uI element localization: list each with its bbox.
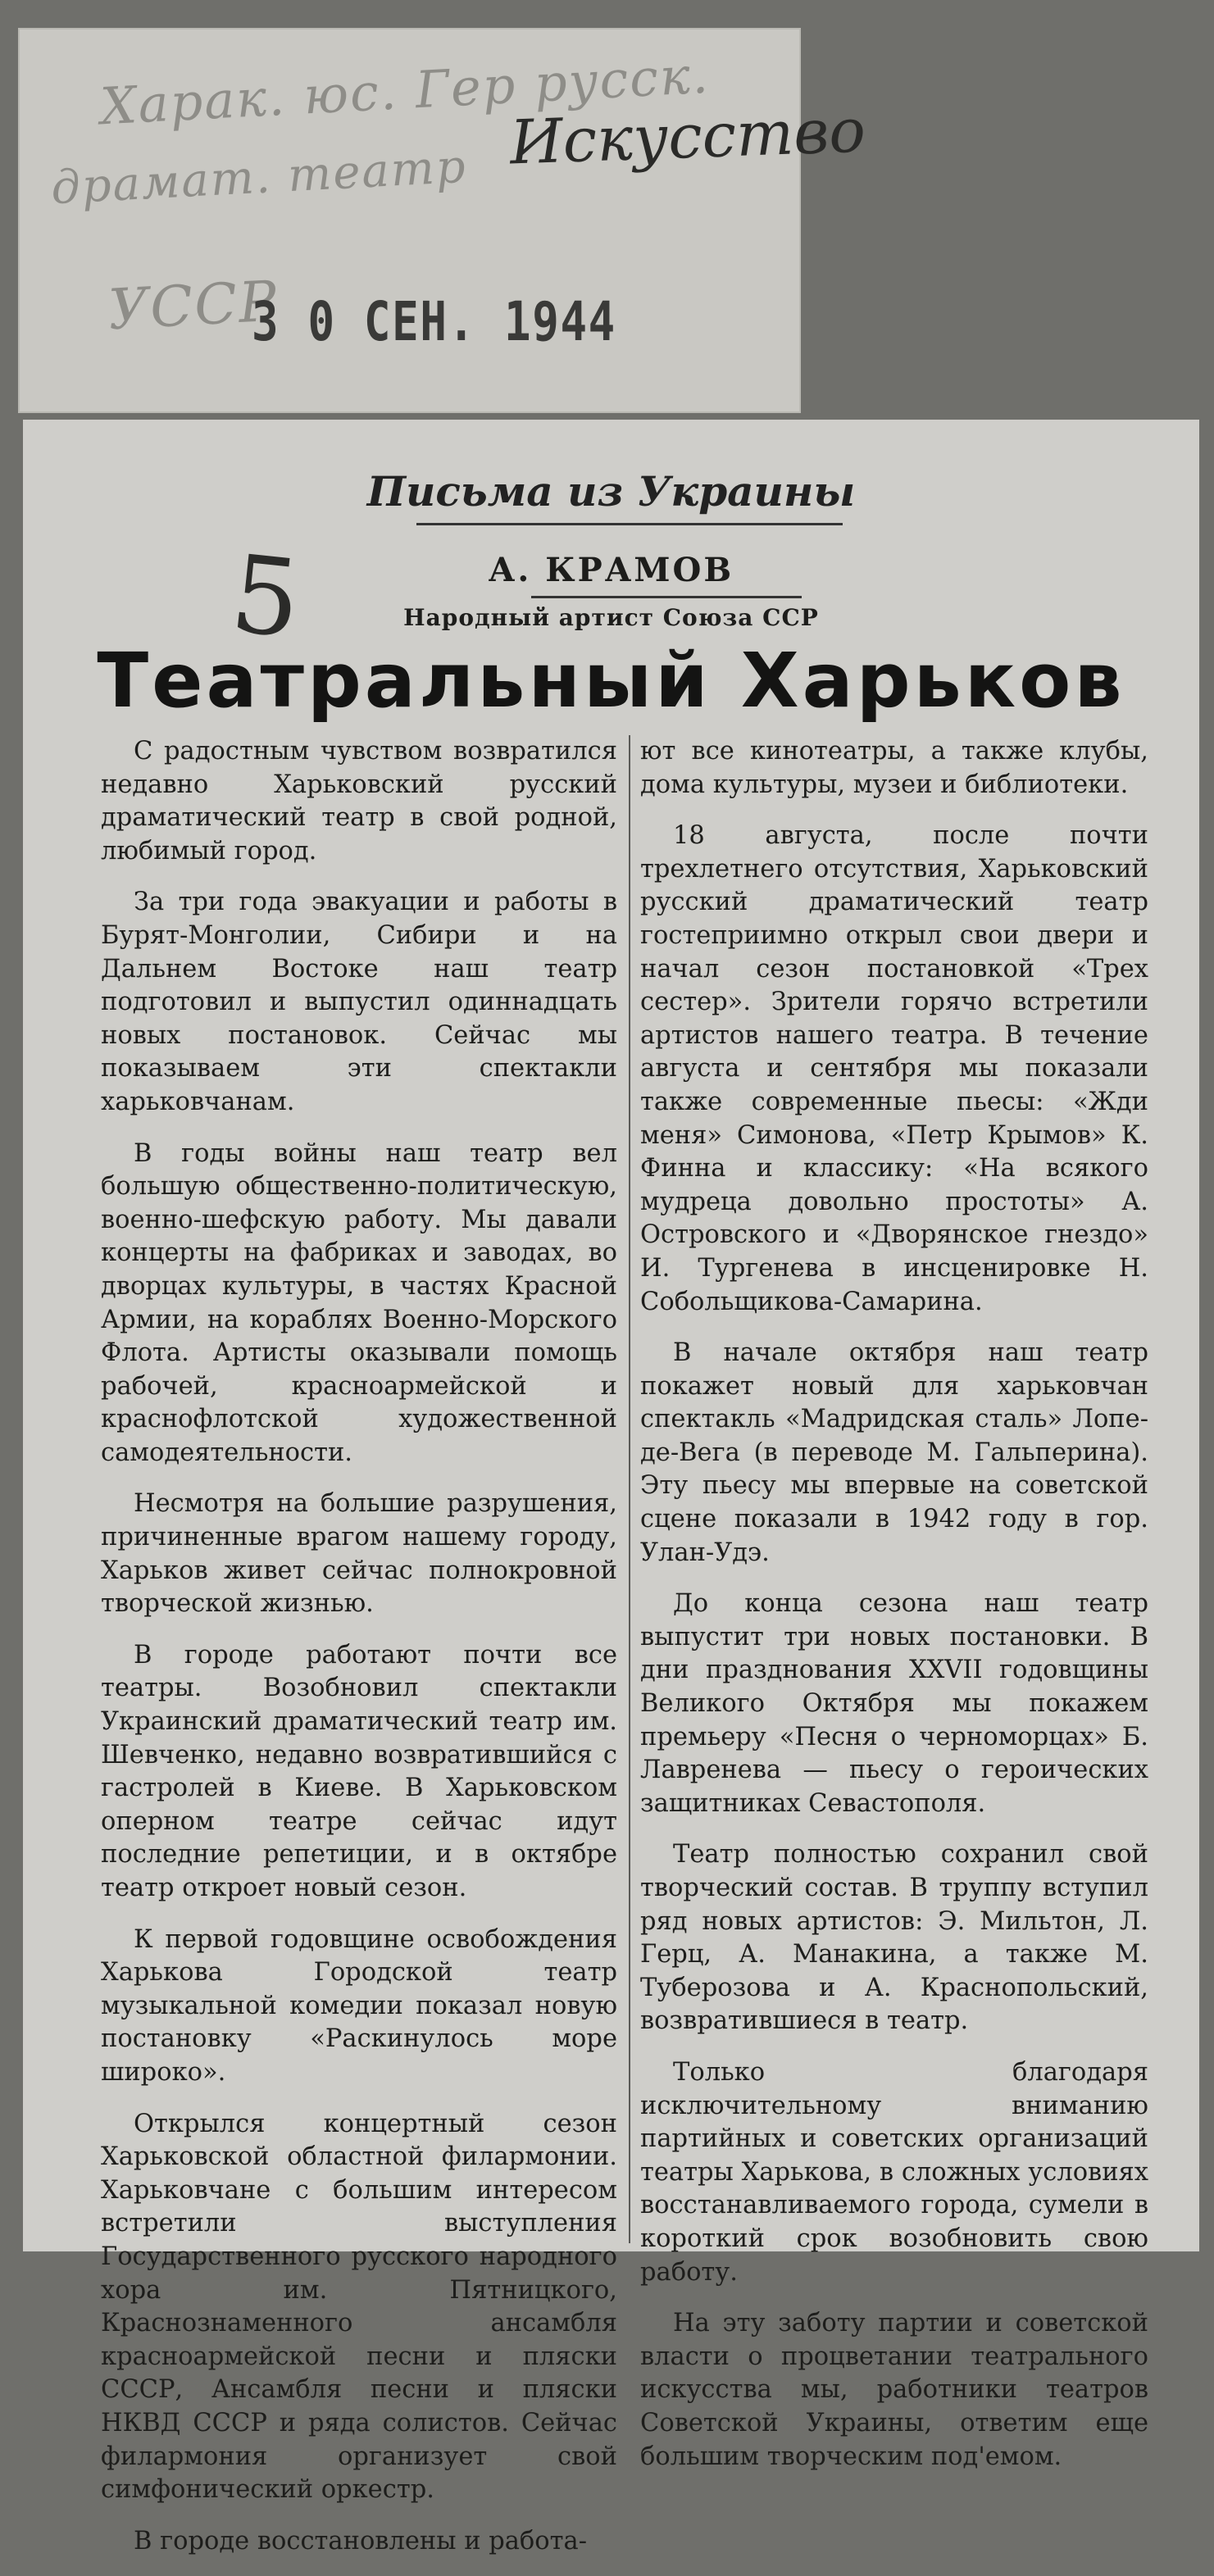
faded-handwriting-line-1: Харак. юс. Гер русск.	[98, 44, 712, 137]
paragraph: Открылся концертный сезон Харьковской областной филармонии. Харьковчане с большим интересом встретили выступления Государственного русского народного хора им. Пятницкого, Краснознаменного ансамбля красноармейской песни и пляски СССР, Ансамбля песни и пляски НКВД СССР и ряда солистов. Сейчас филармония организует свой симфонический оркестр.	[101, 2109, 617, 2505]
left-column	[101, 735, 617, 2576]
author-title: Народный артист Союза ССР	[403, 604, 819, 631]
author-name: А. КРАМОВ	[488, 551, 734, 589]
paragraph: В городе восстановлены и работа-	[134, 2526, 588, 2556]
paragraph: С радостным чувством возвратился недавно Харьковский русский драматический театр в свой родной, любимый город.	[101, 737, 617, 865]
rubric-underline	[416, 523, 843, 525]
author-underline	[531, 596, 802, 598]
category-handwriting: Искусство	[508, 95, 867, 179]
right-column	[640, 735, 1148, 2492]
paragraph: 18 августа, после почти трехлетнего отсутствия, Харьковский русский драматический театр гостеприимно открыл свои двери и начал сезон постановкой «Трех сестер». Зрители горячо встретили артистов нашего театра. В течение августа и сентября мы показали также современные пьесы: «Жди меня» Симонова, «Петр Крымов» К. Финна и классику: «На всякого мудреца довольно простоты» А. Островского и «Дворянское гнездо» И. Тургенева в инсценировке Н. Собольщикова-Самарина.	[640, 821, 1148, 1316]
rubric-title: Письма из Украины	[366, 467, 856, 516]
newspaper-clipping	[23, 420, 1199, 2556]
paragraph: Театр полностью сохранил свой творческий состав. В труппу вступил ряд новых артистов: Э. Мильтон, Л. Герц, А. Манакина, а также М. Туберозова и А. Краснопольский, возвратившиеся в театр.	[640, 1840, 1148, 2036]
paragraph: Несмотря на большие разрушения, причиненные врагом нашему городу, Харьков живет сейчас полнокровной творческой жизнью.	[101, 1489, 617, 1619]
paragraph: В годы войны наш театр вел большую общественно-политическую, военно-шефскую работу. Мы давали концерты на фабриках и заводах, во дворцах культуры, в частях Красной Армии, на кораблях Военно-Морского Флота. Артисты оказывали помощь рабочей, красноармейской и краснофлотской художественной самодеятельности.	[101, 1138, 617, 1467]
faded-handwriting-line-2: драмат. театр	[49, 139, 469, 216]
margin-mark: 5	[225, 531, 307, 662]
paragraph: В городе работают почти все театры. Возобновил спектакли Украинский драматический театр им. Шевченко, недавно возвратившийся с гастролей в Киеве. В Харьковском оперном театре сейчас идут последние репетиции, и в октябре театр откроет новый сезон.	[101, 1640, 617, 1902]
paragraph: На эту заботу партии и советской власти о процветании театрального искусства мы, работники театров Советской Украины, ответим еще большим творческим под'емом.	[640, 2309, 1148, 2471]
archive-label-card	[18, 28, 867, 413]
article-headline: Театральный Харьков	[97, 637, 1125, 725]
paragraph: За три года эвакуации и работы в Бурят-Монголии, Сибири и на Дальнем Востоке наш театр подготовил и выпустил одиннадцать новых постановок. Сейчас мы показываем эти спектакли харьковчанам.	[101, 888, 617, 1116]
paragraph: В начале октября наш театр покажет новый для харьковчан спектакль «Мадридская сталь» Лопе-де-Вега (в переводе М. Гальперина). Эту пьесу мы впервые на советской сцене показали в 1942 году в гор. Улан-Удэ.	[640, 1338, 1148, 1567]
date-stamp: 3 0 СЕН. 1944	[252, 290, 616, 353]
paragraph: Только благодаря исключительному вниманию партийных и советских организаций театры Харькова, в сложных условиях восстанавливаемого города, сумели в короткий срок возобновить свою работу.	[640, 2057, 1148, 2287]
paragraph: К первой годовщине освобождения Харькова Городской театр музыкальной комедии показал новую постановку «Раскинулось море широко».	[101, 1924, 617, 2087]
column-divider	[629, 735, 630, 2243]
paragraph: До конца сезона наш театр выпустит три новых постановки. В дни празднования XXVII годовщины Великого Октября мы покажем премьеру «Песня о черноморцах» Б. Лавренева — пьесу о героических защитниках Севастополя.	[640, 1589, 1148, 1818]
paragraph-continuation: ют все кинотеатры, а также клубы, дома культуры, музеи и библиотеки.	[640, 737, 1148, 799]
faded-handwriting-line-3: УССР	[107, 269, 280, 343]
